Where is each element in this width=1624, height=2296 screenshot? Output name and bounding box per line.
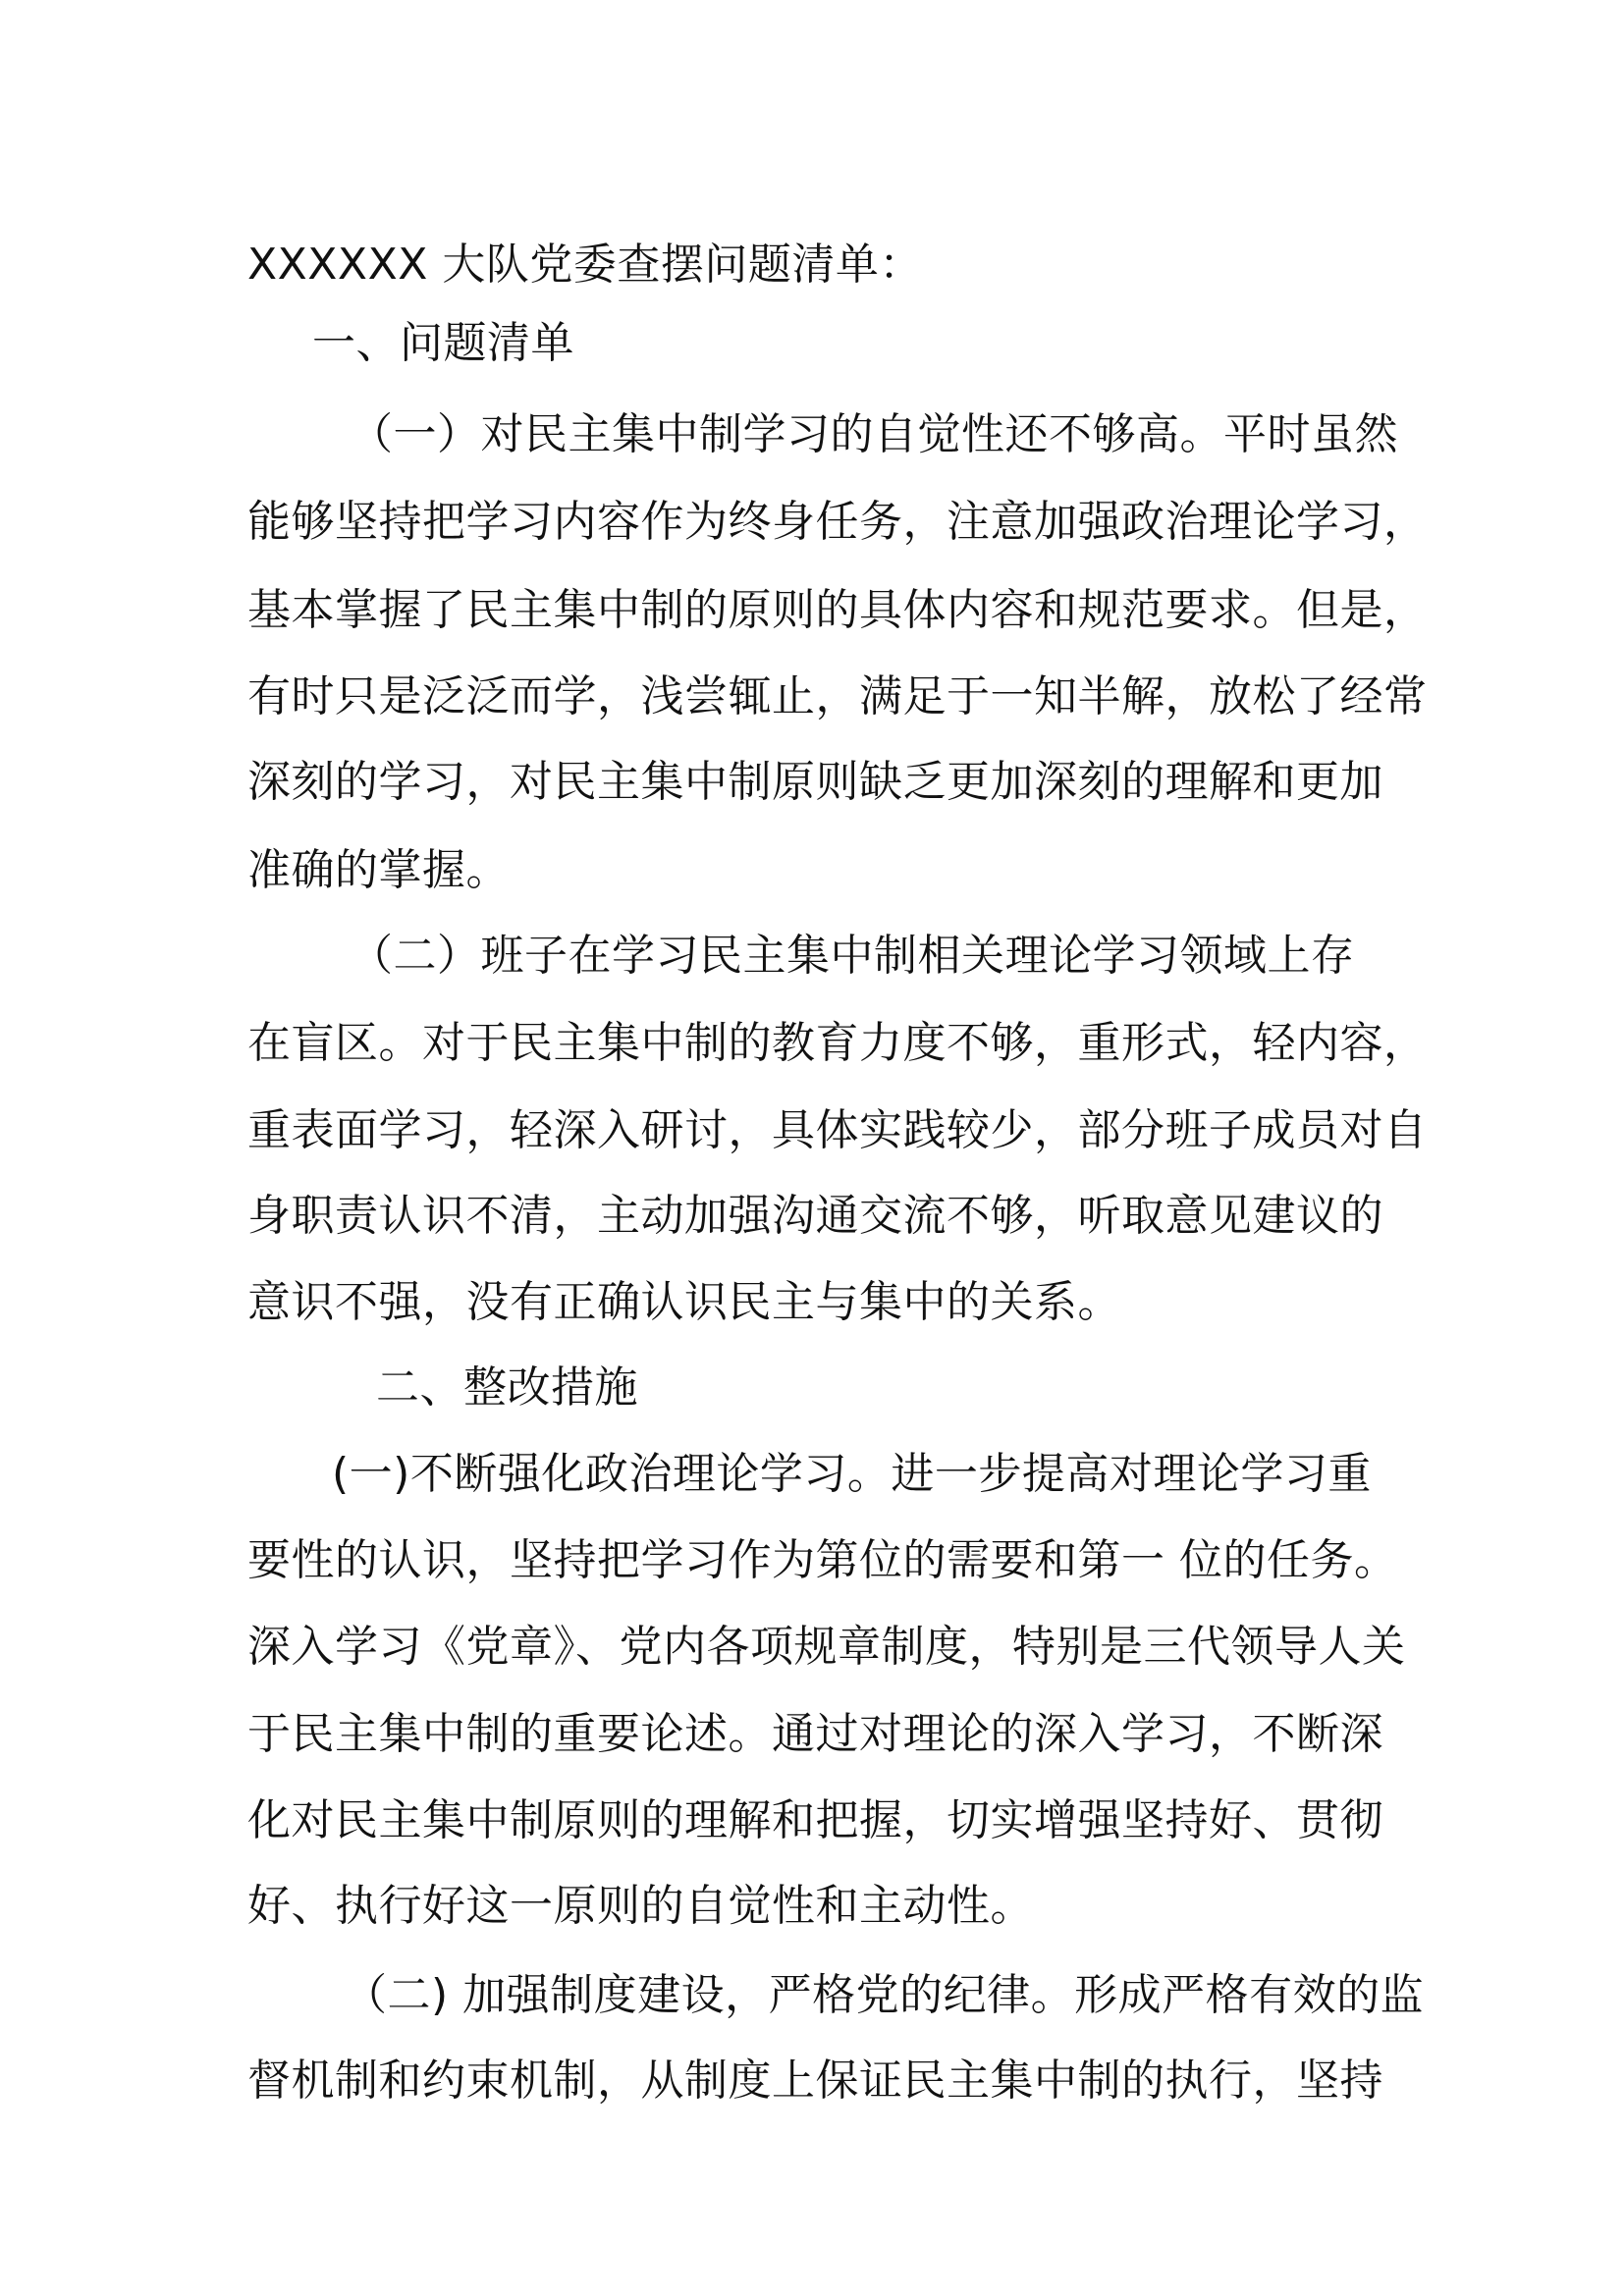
paragraph-line: 深入学习《党章》、党内各项规章制度，特别是三代领导人关 — [247, 1622, 1406, 1672]
paragraph-line: （二) 加强制度建设，严格党的纪律。形成严格有效的监 — [344, 1970, 1425, 2020]
paragraph-line: 基本掌握了民主集中制的原则的具体内容和规范要求。但是， — [247, 585, 1428, 635]
paragraph-line: （二）班子在学习民主集中制相关理论学习领域上存 — [350, 931, 1355, 981]
paragraph-line: 重表面学习，轻深入研讨，具体实践较少，部分班子成员对自 — [247, 1105, 1428, 1155]
paragraph-line: 化对民主集中制原则的理解和把握，切实增强坚持好、贯彻 — [247, 1795, 1383, 1845]
paragraph-line: 有时只是泛泛而学，浅尝辄止，满足于一知半解，放松了经常 — [247, 671, 1428, 721]
document-title: XXXXXX 大队党委查摆问题清单： — [247, 240, 923, 290]
section-heading: 二、整改措施 — [376, 1362, 638, 1413]
section-heading: 一、问题清单 — [312, 318, 574, 368]
paragraph-line: （一）对民主集中制学习的自觉性还不够高。平时虽然 — [350, 409, 1398, 459]
paragraph-line: (一)不断强化政治理论学习。进一步提高对理论学习重 — [332, 1449, 1372, 1499]
paragraph-line: 在盲区。对于民主集中制的教育力度不够，重形式，轻内容， — [247, 1018, 1428, 1068]
paragraph-line: 好、执行好这一原则的自觉性和主动性。 — [247, 1881, 1034, 1931]
paragraph-line: 能够坚持把学习内容作为终身任务，注意加强政治理论学习， — [247, 497, 1428, 547]
paragraph-line: 意识不强，没有正确认识民主与集中的关系。 — [247, 1277, 1121, 1327]
paragraph-line: 准确的掌握。 — [247, 845, 510, 895]
paragraph-line: 于民主集中制的重要论述。通过对理论的深入学习，不断深 — [247, 1709, 1383, 1759]
paragraph-line: 督机制和约束机制，从制度上保证民主集中制的执行，坚持 — [247, 2056, 1383, 2106]
paragraph-line: 身职责认识不清，主动加强沟通交流不够，听取意见建议的 — [247, 1191, 1383, 1241]
paragraph-line: 要性的认识，坚持把学习作为第位的需要和第一 位的任务。 — [247, 1535, 1398, 1585]
paragraph-line: 深刻的学习，对民主集中制原则缺乏更加深刻的理解和更加 — [247, 757, 1383, 807]
